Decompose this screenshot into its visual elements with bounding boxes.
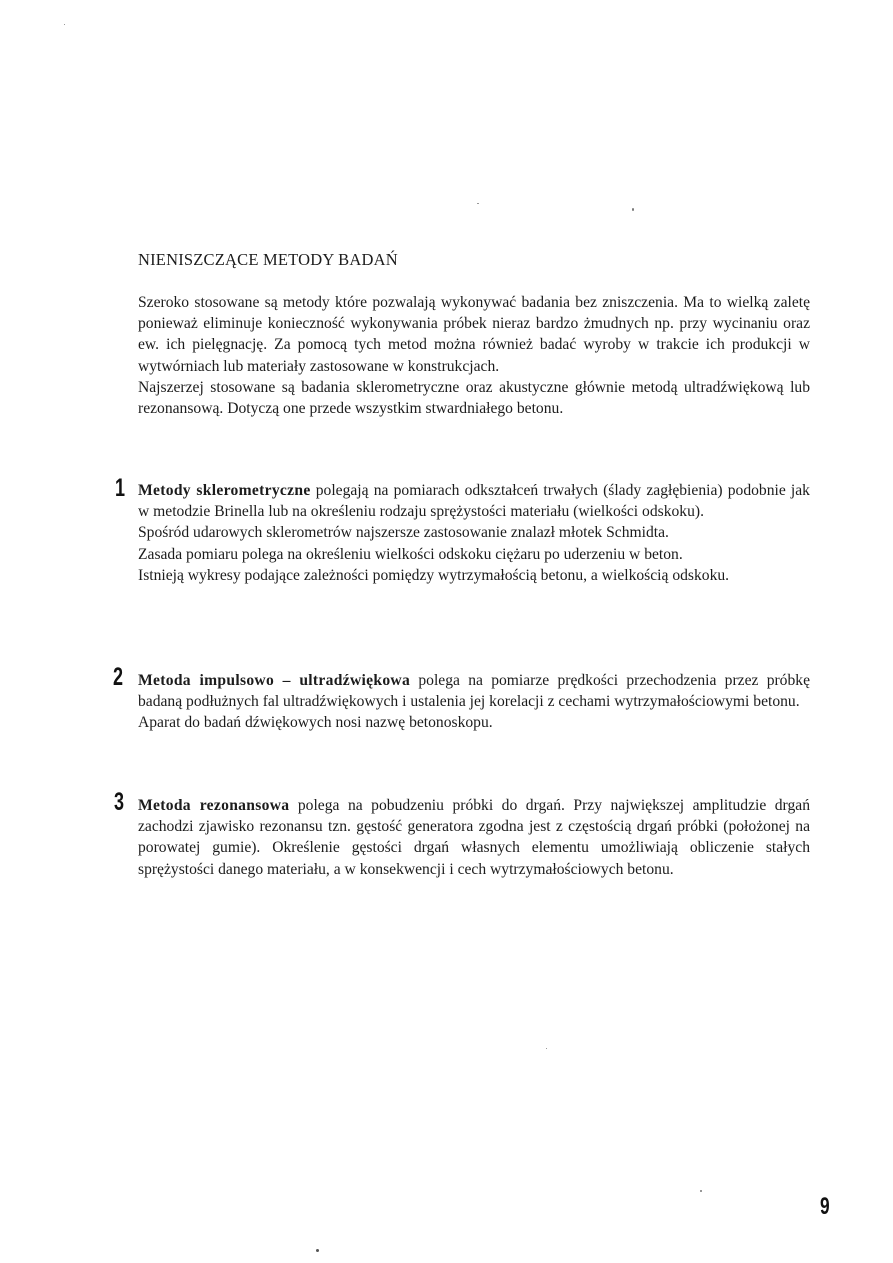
scan-speck bbox=[700, 1190, 702, 1192]
section-lead-paragraph bbox=[138, 670, 810, 712]
intro-paragraph: Szeroko stosowane są metody które pozwalają wykonywać badania bez zniszczenia. Ma to wielką zaletę ponieważ eliminuje konieczność wykonywania próbek nieraz bardzo żmudnych np. przy wycinaniu oraz ew. ich pielęgnację. Za pomocą tych metod można również badać wyroby w trakcie ich produkcji w wytwórniach lub materiały zastosowane w konstrukcjach. bbox=[138, 294, 810, 375]
section-paragraph: Spośród udarowych sklerometrów najszersze zastosowanie znalazł młotek Schmidta. bbox=[138, 524, 669, 542]
scan-speck bbox=[632, 208, 634, 211]
intro-section bbox=[138, 292, 810, 419]
section-term: Metoda rezonansowa bbox=[138, 797, 290, 814]
section-paragraph: Istnieją wykresy podające zależności pomiędzy wytrzymałością betonu, a wielkością odskoku. bbox=[138, 566, 730, 584]
section-sklerometryczne bbox=[138, 480, 810, 586]
section-lead-text: polegają na pomiarach odkształceń trwałych (ślady zagłębienia) podobnie jak w metodzie Brinella lub na określeniu rodzaju sprężystości materiału (wielkości odskoku). bbox=[138, 482, 810, 521]
section-ultradzwiekowa bbox=[138, 670, 810, 734]
section-paragraph: Zasada pomiaru polega na określeniu wielkości odskoku ciężaru po uderzeniu w beton. bbox=[138, 545, 683, 563]
section-number: 3 bbox=[114, 788, 125, 816]
scan-speck bbox=[64, 24, 65, 25]
section-lead-paragraph bbox=[138, 795, 810, 880]
section-number: 1 bbox=[115, 474, 126, 502]
section-number: 2 bbox=[113, 663, 124, 691]
section-rezonansowa bbox=[138, 795, 810, 880]
section-paragraph: Aparat do badań dźwiękowych nosi nazwę betonoskopu. bbox=[138, 714, 493, 732]
scan-speck bbox=[477, 203, 479, 204]
intro-paragraph: Najszerzej stosowane są badania sklerometryczne oraz akustyczne głównie metodą ultradźwiękową lub rezonansową. Dotyczą one przede wszystkim stwardniałego betonu. bbox=[138, 378, 810, 418]
section-lead-text: polega na pomiarze prędkości przechodzenia przez próbkę badaną podłużnych fal ultradźwiękowych i ustalenia jej korelacji z cechami wytrzymałościowymi betonu. bbox=[138, 672, 810, 711]
scan-speck bbox=[316, 1249, 319, 1252]
page-number: 9 bbox=[820, 1193, 830, 1220]
scan-speck bbox=[546, 1048, 547, 1049]
section-term: Metody sklerometryczne bbox=[138, 482, 311, 499]
section-term: Metoda impulsowo – ultradźwiękowa bbox=[138, 672, 411, 689]
section-lead-text: polega na pobudzeniu próbki do drgań. Przy największej amplitudzie drgań zachodzi zjawisko rezonansu tzn. gęstość generatora zgodna jest z częstością drgań próbki (położonej na porowatej gumie). Określenie gęstości drgań własnych elementu umożliwiają obliczenie stałych sprężystości danego materiału, a w konsekwencji i cech wytrzymałościowych betonu. bbox=[138, 797, 810, 878]
section-lead-paragraph bbox=[138, 480, 810, 522]
page-title: NIENISZCZĄCE METODY BADAŃ bbox=[138, 250, 398, 269]
